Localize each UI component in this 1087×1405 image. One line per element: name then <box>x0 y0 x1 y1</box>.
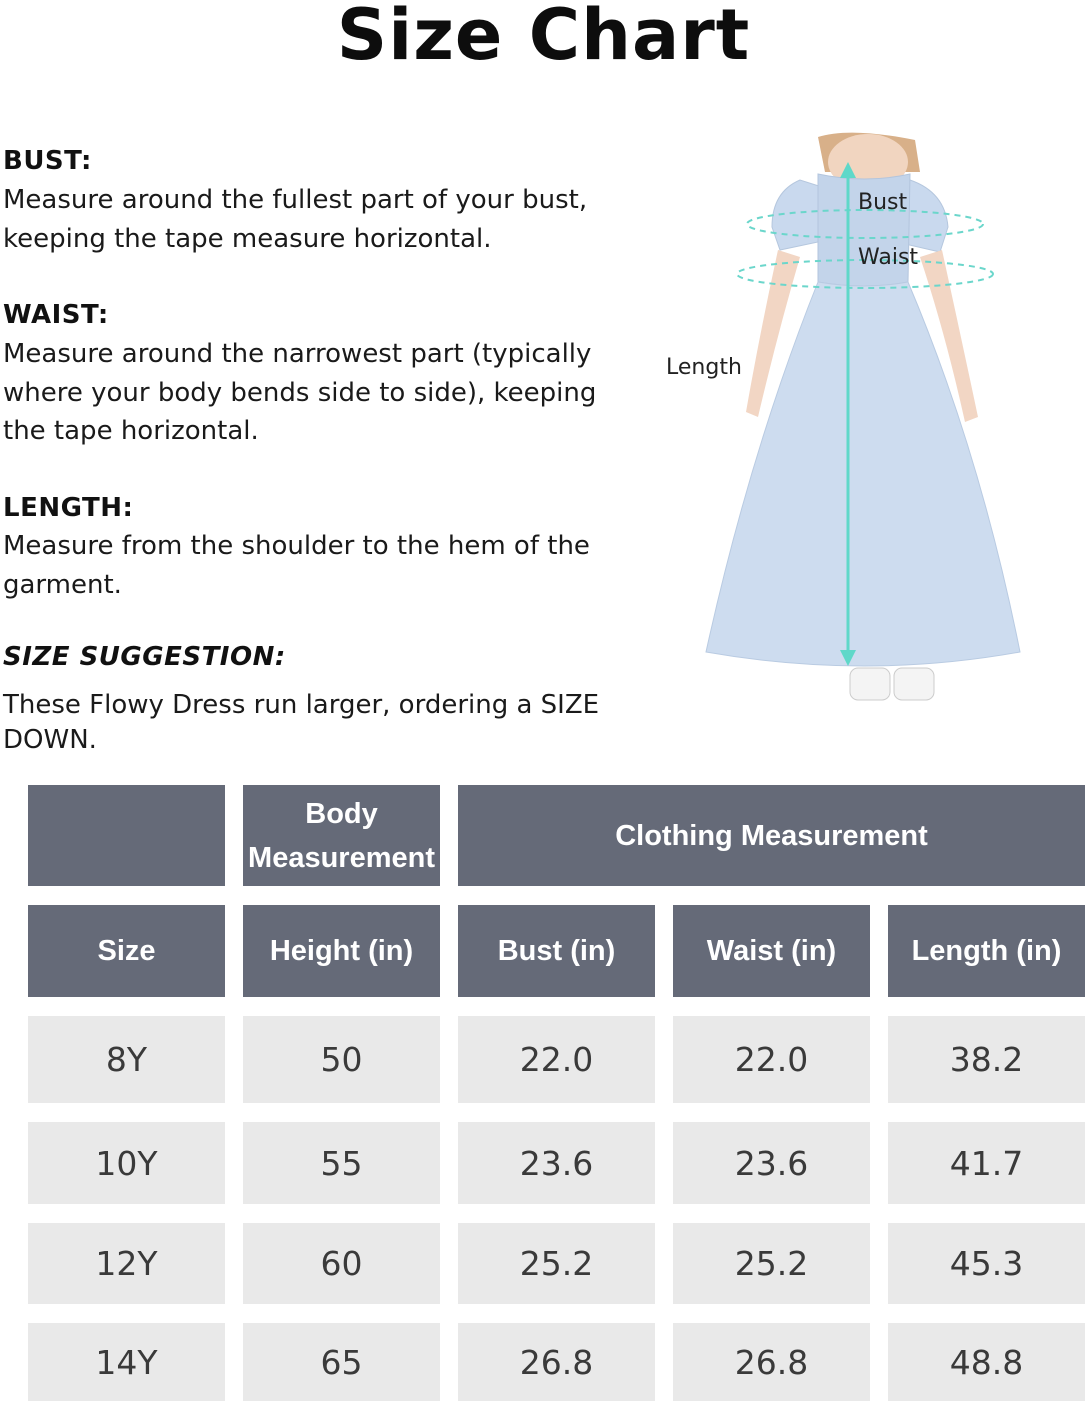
table-cell-waist: 23.6 <box>673 1122 870 1204</box>
table-cell-length: 41.7 <box>888 1122 1085 1204</box>
table-cell-bust: 26.8 <box>458 1323 655 1401</box>
table-cell-bust: 25.2 <box>458 1223 655 1304</box>
length-instructions: Measure from the shoulder to the hem of the garment. <box>3 531 590 600</box>
table-cell-bust: 23.6 <box>458 1122 655 1204</box>
table-cell-size: 8Y <box>28 1016 225 1103</box>
left-shoe <box>850 668 890 700</box>
table-cell-waist: 25.2 <box>673 1223 870 1304</box>
column-header-waist: Waist (in) <box>673 905 870 997</box>
body-measurement-header: Body Measurement <box>243 785 440 886</box>
table-cell-bust: 22.0 <box>458 1016 655 1103</box>
table-cell-length: 48.8 <box>888 1323 1085 1401</box>
bust-instructions: Measure around the fullest part of your bust, keeping the tape measure horizontal. <box>3 185 588 254</box>
column-header-length: Length (in) <box>888 905 1085 997</box>
dress-measurement-illustration <box>660 132 1060 707</box>
bust-heading: BUST: <box>3 146 92 176</box>
table-corner-cell <box>28 785 225 886</box>
skirt <box>706 282 1020 666</box>
table-cell-size: 14Y <box>28 1323 225 1401</box>
waist-instructions: Measure around the narrowest part (typically where your body bends side to side), keeping the tape horizontal. <box>3 339 597 446</box>
length-heading: LENGTH: <box>3 493 134 523</box>
column-header-size: Size <box>28 905 225 997</box>
size-suggestion-heading: SIZE SUGGESTION: <box>3 642 286 672</box>
page-title: Size Chart <box>336 0 751 76</box>
dress-figure-svg <box>660 132 1060 707</box>
table-cell-waist: 22.0 <box>673 1016 870 1103</box>
waist-heading: WAIST: <box>3 300 109 330</box>
table-cell-length: 45.3 <box>888 1223 1085 1304</box>
length-label: Length <box>666 355 742 380</box>
table-cell-height: 60 <box>243 1223 440 1304</box>
waist-label: Waist <box>858 245 919 270</box>
column-header-bust: Bust (in) <box>458 905 655 997</box>
bust-label: Bust <box>858 190 908 215</box>
table-cell-waist: 26.8 <box>673 1323 870 1401</box>
table-cell-size: 12Y <box>28 1223 225 1304</box>
clothing-measurement-header: Clothing Measurement <box>458 785 1085 886</box>
table-cell-height: 65 <box>243 1323 440 1401</box>
right-shoe <box>894 668 934 700</box>
column-header-height: Height (in) <box>243 905 440 997</box>
table-cell-height: 55 <box>243 1122 440 1204</box>
table-cell-size: 10Y <box>28 1122 225 1204</box>
table-cell-length: 38.2 <box>888 1016 1085 1103</box>
size-suggestion-text: These Flowy Dress run larger, ordering a SIZE DOWN. <box>3 690 600 755</box>
table-cell-height: 50 <box>243 1016 440 1103</box>
